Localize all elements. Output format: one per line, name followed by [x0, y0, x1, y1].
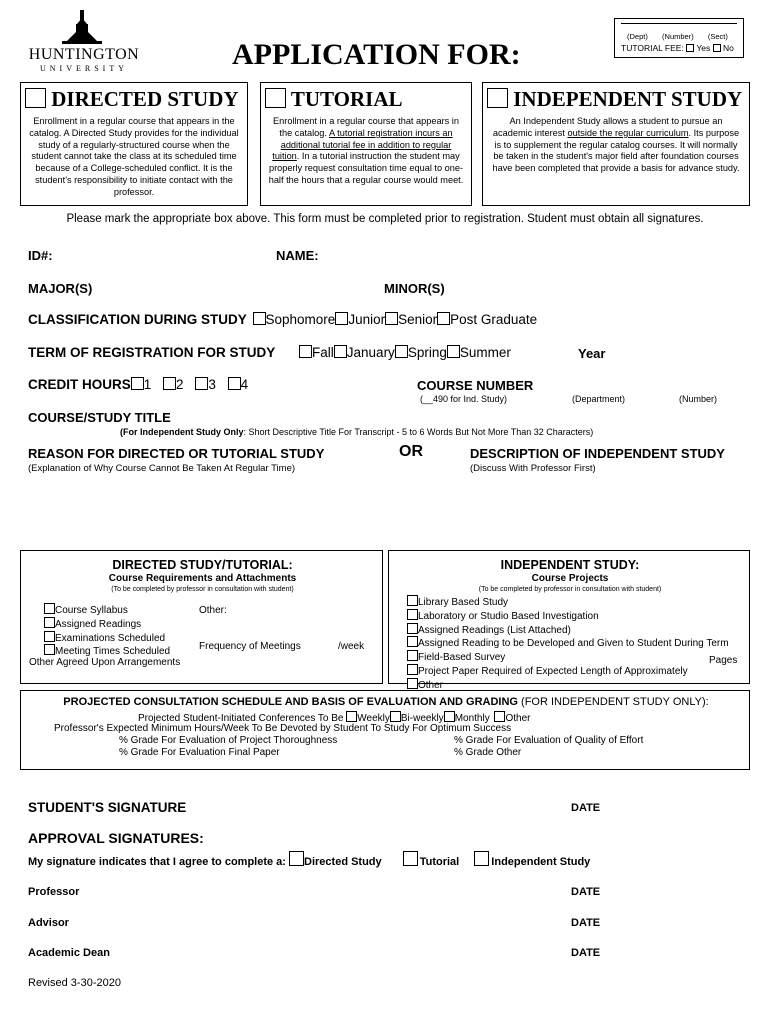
- course-title-label: COURSE/STUDY TITLE: [28, 410, 171, 425]
- dean-date-label: DATE: [571, 947, 601, 959]
- dean-label: Academic Dean: [28, 947, 110, 959]
- january-checkbox[interactable]: [334, 345, 347, 358]
- post-graduate-label: Post Graduate: [450, 312, 538, 327]
- directed-panel-subtitle: Course Requirements and Attachments: [108, 573, 297, 584]
- independent-study-description: An Independent Study allows a student to pursue an academic interest outside the regular curriculum. Its purpose is to supplement the regular catalog courses. It will normally be taken in the student's major field after foundation courses have been completed that provide a basis for advance study.: [492, 116, 740, 174]
- fee-yes-label: Yes: [696, 43, 711, 53]
- grade-thoroughness: % Grade For Evaluation of Project Thoroughness: [119, 735, 338, 746]
- spring-label: Spring: [407, 345, 447, 360]
- agree-directed-checkbox[interactable]: [289, 851, 304, 866]
- biweekly-checkbox[interactable]: [390, 711, 401, 722]
- frequency-label: Frequency of Meetings: [199, 641, 301, 652]
- number-note: (Number): [679, 394, 718, 404]
- independent-study-checkbox[interactable]: [487, 88, 508, 108]
- directed-panel-note: (To be completed by professor in consultation with student): [111, 586, 294, 593]
- other-agreed-label: Other Agreed Upon Arrangements: [29, 657, 181, 668]
- credit-row: CREDIT HOURS 1 2 3 4: [28, 377, 249, 392]
- course-title-note: (For Independent Study Only: Short Descriptive Title For Transcript - 5 to 6 Words But Not More Than 32 Characters): [120, 427, 594, 437]
- department-note: (Department): [572, 394, 626, 404]
- junior-label: Junior: [348, 312, 386, 327]
- approval-signatures-label: APPROVAL SIGNATURES:: [28, 830, 204, 846]
- conferences-row: Projected Student-Initiated Conferences To Be Weekly Bi-weekly Monthly Other: [138, 713, 531, 724]
- minors-label: MINOR(S): [384, 281, 445, 296]
- junior-checkbox[interactable]: [335, 312, 348, 325]
- examinations-label: Examinations Scheduled: [55, 632, 166, 644]
- professor-date-label: DATE: [571, 886, 601, 898]
- schedule-panel: [20, 690, 750, 770]
- term-label: TERM OF REGISTRATION FOR STUDY: [28, 345, 276, 360]
- other-project-checkbox[interactable]: [407, 678, 418, 689]
- assigned-readings-checkbox[interactable]: [44, 617, 55, 628]
- readings-list-label: Assigned Readings (List Attached): [418, 624, 571, 636]
- weekly-checkbox[interactable]: [346, 711, 357, 722]
- student-date-label: DATE: [571, 802, 601, 814]
- tutorial-fee-label: TUTORIAL FEE:: [621, 43, 684, 53]
- agreement-label: My signature indicates that I agree to complete a:: [28, 856, 286, 868]
- other-conference-checkbox[interactable]: [494, 711, 505, 722]
- sophomore-checkbox[interactable]: [253, 312, 266, 325]
- reason-note: (Explanation of Why Course Cannot Be Taken At Regular Time): [28, 463, 296, 474]
- id-label: ID#:: [28, 248, 53, 263]
- directed-study-heading: DIRECTED STUDY: [51, 87, 239, 111]
- other-project-label: Other: [418, 679, 444, 691]
- monthly-checkbox[interactable]: [444, 711, 455, 722]
- credit-hours-label: CREDIT HOURS: [28, 377, 131, 392]
- independent-panel-note: (To be completed by professor in consultation with student): [478, 586, 662, 593]
- year-label: Year: [578, 346, 606, 361]
- directed-panel-title: DIRECTED STUDY/TUTORIAL:: [112, 558, 293, 572]
- independent-panel-title: INDEPENDENT STUDY:: [500, 558, 640, 572]
- fee-no-label: No: [723, 43, 734, 53]
- meeting-times-label: Meeting Times Scheduled: [55, 646, 171, 658]
- advisor-date-label: DATE: [571, 917, 601, 929]
- grade-effort: % Grade For Evaluation of Quality of Effort: [454, 735, 644, 746]
- revised-note: Revised 3-30-2020: [28, 977, 121, 989]
- course-number-note: (__490 for Ind. Study): [420, 394, 508, 404]
- fee-number-label: (Number): [662, 32, 694, 41]
- or-label: OR: [399, 443, 423, 460]
- credit-4-checkbox[interactable]: [228, 377, 241, 390]
- january-label: January: [346, 345, 395, 360]
- agree-tutorial-checkbox[interactable]: [403, 851, 418, 866]
- independent-panel-subtitle: Course Projects: [531, 573, 609, 584]
- project-paper-label: Project Paper Required of Expected Length of Approximately: [418, 665, 688, 677]
- other-label: Other:: [199, 605, 227, 616]
- fee-dept-label: (Dept): [627, 32, 648, 41]
- conferences-label: Projected Student-Initiated Conferences To Be: [138, 713, 344, 724]
- credit-2-checkbox[interactable]: [163, 377, 176, 390]
- reason-label: REASON FOR DIRECTED OR TUTORIAL STUDY: [28, 446, 325, 461]
- grade-final-paper: % Grade For Evaluation Final Paper: [119, 747, 280, 758]
- majors-label: MAJOR(S): [28, 281, 93, 296]
- description-note: (Discuss With Professor First): [470, 463, 596, 474]
- student-signature-label: STUDENT'S SIGNATURE: [28, 800, 187, 815]
- independent-study-heading: INDEPENDENT STUDY: [513, 87, 743, 111]
- meeting-times-checkbox[interactable]: [44, 644, 55, 655]
- week-label: /week: [338, 641, 365, 652]
- post-graduate-checkbox[interactable]: [437, 312, 450, 325]
- laboratory-label: Laboratory or Studio Based Investigation: [418, 610, 599, 622]
- professor-label: Professor: [28, 886, 80, 898]
- page-title: APPLICATION FOR:: [232, 38, 521, 71]
- fall-checkbox[interactable]: [299, 345, 312, 358]
- logo-sub: UNIVERSITY: [40, 64, 128, 73]
- spring-checkbox[interactable]: [395, 345, 408, 358]
- classification-row: [28, 312, 537, 327]
- term-row: [28, 345, 511, 360]
- independent-study-panel: [388, 550, 750, 691]
- project-paper-checkbox[interactable]: [407, 664, 418, 675]
- directed-study-description: Enrollment in a regular course that appears in the catalog. A Directed Study provides for the individual study of a regularly-structured course when the student cannot take the class at its scheduled time because of a College-scheduled conflict. It is the student's responsibility to initiate contact with the professor.: [29, 116, 239, 197]
- readings-developed-label: Assigned Reading to be Developed and Given to Student During Term: [418, 638, 729, 650]
- fee-sect-label: (Sect): [707, 32, 728, 41]
- tutorial-description: Enrollment in a regular course that appears in the catalog. A tutorial registration incurs an additional tutorial fee in addition to regular tuition. In a tutorial instruction the student may properly request consultation time equal to one-half the hours that a regular course would meet.: [268, 116, 464, 185]
- directed-study-checkbox[interactable]: [25, 88, 46, 108]
- fee-yes-checkbox[interactable]: [686, 44, 694, 52]
- tutorial-heading: TUTORIAL: [290, 87, 403, 111]
- field-survey-checkbox[interactable]: [407, 650, 418, 661]
- course-syllabus-label: Course Syllabus: [55, 605, 128, 616]
- sophomore-label: Sophomore: [265, 312, 336, 327]
- credit-1-checkbox[interactable]: [131, 377, 144, 390]
- classification-label: CLASSIFICATION DURING STUDY: [28, 312, 247, 327]
- readings-developed-checkbox[interactable]: [407, 636, 418, 647]
- fall-label: Fall: [312, 345, 334, 360]
- pages-label: Pages: [709, 655, 738, 666]
- library-checkbox[interactable]: [407, 595, 418, 606]
- fee-box: [614, 18, 744, 58]
- fee-no-checkbox[interactable]: [713, 44, 721, 52]
- course-number-label: COURSE NUMBER: [417, 378, 534, 393]
- instruction-text: Please mark the appropriate box above. This form must be completed prior to registration. Student must obtain all signatures.: [66, 213, 704, 225]
- readings-list-checkbox[interactable]: [407, 623, 418, 634]
- directed-study-panel: [20, 550, 383, 684]
- grade-other: % Grade Other: [454, 747, 522, 758]
- name-label: NAME:: [276, 248, 319, 263]
- field-survey-label: Field-Based Survey: [418, 652, 506, 664]
- credit-3-checkbox[interactable]: [195, 377, 208, 390]
- university-logo: [26, 8, 142, 74]
- description-label: DESCRIPTION OF INDEPENDENT STUDY: [470, 446, 725, 461]
- directed-study-box: [20, 82, 248, 206]
- hours-label: Professor's Expected Minimum Hours/Week To Be Devoted by Student To Study For Optimum Success: [54, 723, 512, 734]
- summer-checkbox[interactable]: [447, 345, 460, 358]
- tutorial-checkbox[interactable]: [265, 88, 286, 108]
- logo-name: HUNTINGTON: [28, 46, 140, 63]
- agree-independent-checkbox[interactable]: [474, 851, 489, 866]
- tutorial-box: [260, 82, 472, 206]
- independent-study-box: [482, 82, 750, 206]
- schedule-title: PROJECTED CONSULTATION SCHEDULE AND BASIS OF EVALUATION AND GRADING (FOR INDEPENDENT STUDY ONLY):: [63, 696, 709, 708]
- summer-label: Summer: [459, 345, 511, 360]
- chapel-icon: [26, 8, 142, 48]
- senior-checkbox[interactable]: [385, 312, 398, 325]
- agreement-row: My signature indicates that I agree to complete a: Directed Study Tutorial Independent Study: [28, 851, 590, 868]
- library-label: Library Based Study: [418, 597, 509, 608]
- examinations-checkbox[interactable]: [44, 631, 55, 642]
- laboratory-checkbox[interactable]: [407, 609, 418, 620]
- advisor-label: Advisor: [28, 917, 69, 929]
- senior-label: Senior: [398, 312, 438, 327]
- course-syllabus-checkbox[interactable]: [44, 603, 55, 614]
- assigned-readings-label: Assigned Readings: [55, 618, 142, 630]
